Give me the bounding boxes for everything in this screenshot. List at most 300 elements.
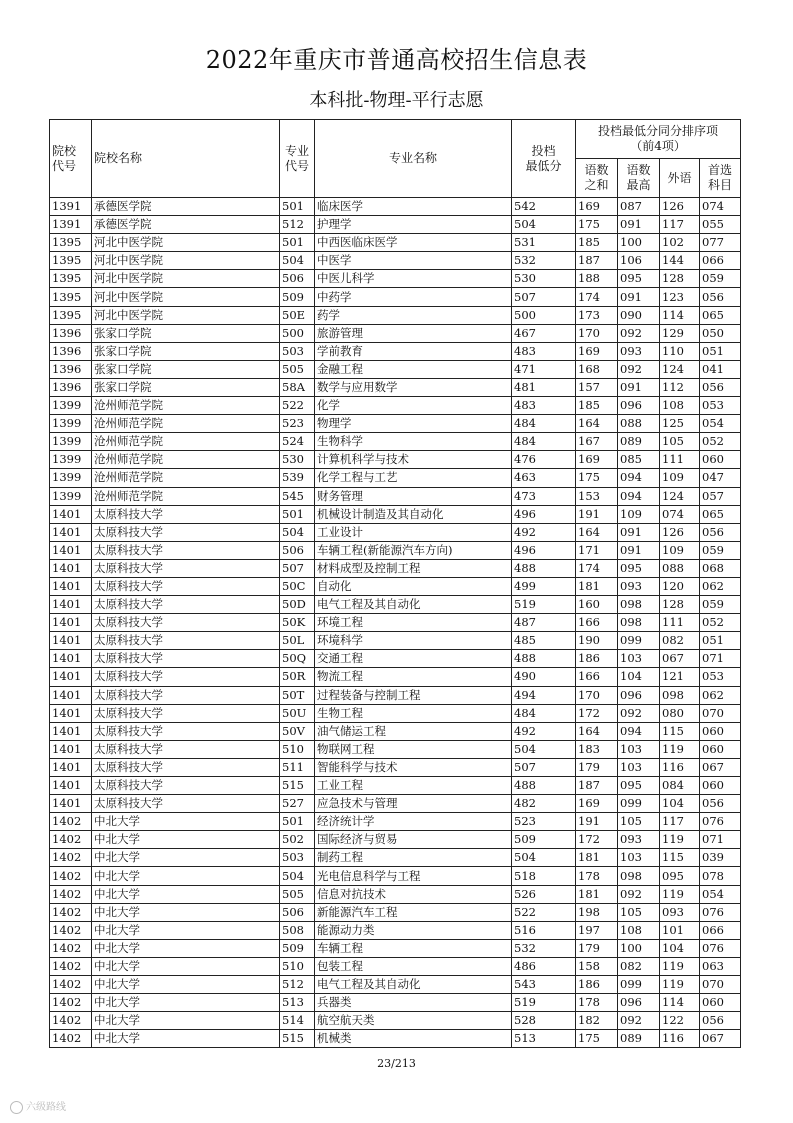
cell-major-code: 506 xyxy=(280,903,315,921)
table-row xyxy=(50,1012,741,1030)
header-school-code: 院校 代号 xyxy=(50,120,92,198)
cell-school-code: 1396 xyxy=(50,324,92,342)
table-row xyxy=(50,342,741,360)
cell-tie-first-subject: 056 xyxy=(700,523,741,541)
cell-school-code: 1402 xyxy=(50,1030,92,1048)
cell-tie-chinese-math-max: 091 xyxy=(618,288,660,306)
cell-tie-chinese-math-sum: 169 xyxy=(576,795,618,813)
cell-school-name: 中北大学 xyxy=(92,921,280,939)
table-row xyxy=(50,939,741,957)
cell-min-score: 486 xyxy=(512,957,576,975)
cell-school-name: 中北大学 xyxy=(92,831,280,849)
cell-major-code: 508 xyxy=(280,921,315,939)
cell-min-score: 488 xyxy=(512,650,576,668)
cell-major-code: 501 xyxy=(280,505,315,523)
cell-tie-foreign-language: 084 xyxy=(660,777,700,795)
table-row xyxy=(50,306,741,324)
cell-school-name: 中北大学 xyxy=(92,867,280,885)
table-row xyxy=(50,487,741,505)
table-row xyxy=(50,469,741,487)
cell-tie-first-subject: 066 xyxy=(700,921,741,939)
cell-tie-foreign-language: 144 xyxy=(660,252,700,270)
cell-tie-chinese-math-sum: 188 xyxy=(576,270,618,288)
cell-tie-chinese-math-sum: 170 xyxy=(576,324,618,342)
cell-major-code: 506 xyxy=(280,541,315,559)
cell-major-name: 数学与应用数学 xyxy=(315,378,512,396)
cell-min-score: 518 xyxy=(512,867,576,885)
cell-tie-chinese-math-max: 098 xyxy=(618,596,660,614)
cell-tie-chinese-math-max: 093 xyxy=(618,577,660,595)
cell-school-name: 太原科技大学 xyxy=(92,668,280,686)
cell-school-code: 1401 xyxy=(50,740,92,758)
cell-tie-chinese-math-max: 091 xyxy=(618,378,660,396)
cell-tie-chinese-math-sum: 197 xyxy=(576,921,618,939)
table-row xyxy=(50,397,741,415)
cell-tie-foreign-language: 124 xyxy=(660,360,700,378)
cell-tie-chinese-math-max: 099 xyxy=(618,795,660,813)
cell-min-score: 490 xyxy=(512,668,576,686)
cell-tie-chinese-math-sum: 153 xyxy=(576,487,618,505)
cell-major-code: 522 xyxy=(280,397,315,415)
cell-major-code: 50U xyxy=(280,704,315,722)
cell-major-code: 523 xyxy=(280,415,315,433)
cell-school-name: 太原科技大学 xyxy=(92,722,280,740)
cell-school-code: 1399 xyxy=(50,487,92,505)
cell-tie-foreign-language: 111 xyxy=(660,614,700,632)
cell-major-code: 501 xyxy=(280,198,315,216)
cell-tie-chinese-math-sum: 179 xyxy=(576,758,618,776)
cell-major-code: 50D xyxy=(280,596,315,614)
cell-school-code: 1401 xyxy=(50,523,92,541)
cell-school-code: 1401 xyxy=(50,777,92,795)
cell-min-score: 481 xyxy=(512,378,576,396)
page-number: 23/213 xyxy=(377,1057,416,1070)
cell-major-code: 527 xyxy=(280,795,315,813)
cell-tie-chinese-math-max: 104 xyxy=(618,668,660,686)
cell-school-code: 1401 xyxy=(50,758,92,776)
cell-min-score: 499 xyxy=(512,577,576,595)
cell-tie-chinese-math-max: 098 xyxy=(618,867,660,885)
cell-major-name: 临床医学 xyxy=(315,198,512,216)
cell-tie-chinese-math-max: 099 xyxy=(618,976,660,994)
cell-tie-chinese-math-sum: 169 xyxy=(576,198,618,216)
cell-major-name: 国际经济与贸易 xyxy=(315,831,512,849)
cell-major-name: 车辆工程(新能源汽车方向) xyxy=(315,541,512,559)
cell-min-score: 532 xyxy=(512,252,576,270)
cell-major-name: 兵器类 xyxy=(315,994,512,1012)
cell-major-name: 工业工程 xyxy=(315,777,512,795)
cell-school-code: 1396 xyxy=(50,360,92,378)
cell-tie-chinese-math-sum: 173 xyxy=(576,306,618,324)
table-row xyxy=(50,288,741,306)
cell-major-name: 交通工程 xyxy=(315,650,512,668)
cell-tie-foreign-language: 114 xyxy=(660,994,700,1012)
cell-tie-chinese-math-sum: 198 xyxy=(576,903,618,921)
table-row xyxy=(50,867,741,885)
cell-tie-chinese-math-sum: 175 xyxy=(576,469,618,487)
cell-major-code: 504 xyxy=(280,867,315,885)
cell-school-name: 中北大学 xyxy=(92,939,280,957)
table-row xyxy=(50,523,741,541)
table-row xyxy=(50,795,741,813)
cell-tie-first-subject: 051 xyxy=(700,342,741,360)
cell-tie-chinese-math-sum: 181 xyxy=(576,885,618,903)
cell-min-score: 496 xyxy=(512,541,576,559)
cell-tie-first-subject: 059 xyxy=(700,270,741,288)
cell-tie-chinese-math-sum: 157 xyxy=(576,378,618,396)
table-row xyxy=(50,541,741,559)
cell-min-score: 482 xyxy=(512,795,576,813)
cell-tie-foreign-language: 117 xyxy=(660,216,700,234)
cell-tie-chinese-math-max: 096 xyxy=(618,686,660,704)
cell-major-name: 金融工程 xyxy=(315,360,512,378)
cell-tie-chinese-math-max: 105 xyxy=(618,813,660,831)
cell-major-name: 制药工程 xyxy=(315,849,512,867)
cell-major-name: 电气工程及其自动化 xyxy=(315,976,512,994)
cell-school-code: 1401 xyxy=(50,722,92,740)
table-row xyxy=(50,903,741,921)
cell-school-code: 1401 xyxy=(50,596,92,614)
cell-school-code: 1401 xyxy=(50,559,92,577)
cell-tie-first-subject: 059 xyxy=(700,541,741,559)
cell-tie-chinese-math-sum: 160 xyxy=(576,596,618,614)
cell-major-code: 50L xyxy=(280,632,315,650)
cell-tie-chinese-math-max: 096 xyxy=(618,994,660,1012)
cell-tie-chinese-math-max: 099 xyxy=(618,632,660,650)
cell-tie-first-subject: 056 xyxy=(700,1012,741,1030)
cell-major-code: 503 xyxy=(280,849,315,867)
cell-major-code: 510 xyxy=(280,957,315,975)
cell-tie-first-subject: 060 xyxy=(700,722,741,740)
cell-tie-foreign-language: 129 xyxy=(660,324,700,342)
cell-major-name: 工业设计 xyxy=(315,523,512,541)
cell-school-code: 1402 xyxy=(50,939,92,957)
cell-school-code: 1399 xyxy=(50,469,92,487)
cell-tie-chinese-math-max: 091 xyxy=(618,216,660,234)
cell-tie-chinese-math-sum: 164 xyxy=(576,415,618,433)
cell-major-name: 经济统计学 xyxy=(315,813,512,831)
cell-tie-chinese-math-max: 094 xyxy=(618,469,660,487)
cell-tie-first-subject: 074 xyxy=(700,198,741,216)
cell-school-name: 太原科技大学 xyxy=(92,704,280,722)
watermark-icon xyxy=(10,1101,23,1114)
cell-tie-first-subject: 071 xyxy=(700,831,741,849)
cell-school-code: 1401 xyxy=(50,650,92,668)
cell-tie-first-subject: 056 xyxy=(700,288,741,306)
cell-tie-chinese-math-max: 092 xyxy=(618,324,660,342)
cell-tie-foreign-language: 095 xyxy=(660,867,700,885)
cell-school-name: 沧州师范学院 xyxy=(92,415,280,433)
header-tie-col: 首选 科目 xyxy=(700,159,741,198)
table-row xyxy=(50,216,741,234)
cell-school-name: 张家口学院 xyxy=(92,342,280,360)
cell-major-name: 旅游管理 xyxy=(315,324,512,342)
cell-min-score: 532 xyxy=(512,939,576,957)
header-major-name: 专业名称 xyxy=(315,120,512,198)
cell-school-name: 承德医学院 xyxy=(92,216,280,234)
cell-tie-foreign-language: 098 xyxy=(660,686,700,704)
header-major-code: 专业 代号 xyxy=(280,120,315,198)
page-title: 2022年重庆市普通高校招生信息表 xyxy=(205,46,588,74)
cell-school-name: 河北中医学院 xyxy=(92,288,280,306)
cell-tie-chinese-math-max: 094 xyxy=(618,722,660,740)
cell-school-name: 太原科技大学 xyxy=(92,686,280,704)
cell-school-name: 沧州师范学院 xyxy=(92,469,280,487)
cell-tie-chinese-math-max: 091 xyxy=(618,523,660,541)
cell-min-score: 476 xyxy=(512,451,576,469)
cell-tie-chinese-math-max: 090 xyxy=(618,306,660,324)
cell-tie-foreign-language: 124 xyxy=(660,487,700,505)
cell-school-name: 太原科技大学 xyxy=(92,541,280,559)
cell-min-score: 483 xyxy=(512,342,576,360)
table-row xyxy=(50,758,741,776)
table-row xyxy=(50,596,741,614)
cell-major-code: 501 xyxy=(280,234,315,252)
cell-tie-first-subject: 039 xyxy=(700,849,741,867)
cell-min-score: 522 xyxy=(512,903,576,921)
cell-tie-foreign-language: 088 xyxy=(660,559,700,577)
table-row xyxy=(50,505,741,523)
cell-min-score: 504 xyxy=(512,216,576,234)
cell-tie-first-subject: 076 xyxy=(700,939,741,957)
cell-tie-chinese-math-sum: 167 xyxy=(576,433,618,451)
cell-school-name: 太原科技大学 xyxy=(92,632,280,650)
table-row xyxy=(50,704,741,722)
cell-tie-foreign-language: 119 xyxy=(660,885,700,903)
cell-min-score: 528 xyxy=(512,1012,576,1030)
cell-tie-chinese-math-sum: 178 xyxy=(576,994,618,1012)
cell-min-score: 492 xyxy=(512,523,576,541)
cell-min-score: 483 xyxy=(512,397,576,415)
cell-tie-chinese-math-max: 100 xyxy=(618,234,660,252)
cell-tie-chinese-math-max: 105 xyxy=(618,903,660,921)
cell-min-score: 484 xyxy=(512,415,576,433)
cell-tie-chinese-math-max: 095 xyxy=(618,559,660,577)
cell-tie-foreign-language: 123 xyxy=(660,288,700,306)
table-row xyxy=(50,976,741,994)
cell-tie-first-subject: 065 xyxy=(700,306,741,324)
cell-major-name: 智能科学与技术 xyxy=(315,758,512,776)
cell-school-code: 1402 xyxy=(50,903,92,921)
table-row xyxy=(50,270,741,288)
cell-school-name: 中北大学 xyxy=(92,1030,280,1048)
cell-tie-chinese-math-sum: 169 xyxy=(576,342,618,360)
cell-major-name: 能源动力类 xyxy=(315,921,512,939)
cell-tie-foreign-language: 119 xyxy=(660,831,700,849)
cell-tie-first-subject: 059 xyxy=(700,596,741,614)
cell-min-score: 542 xyxy=(512,198,576,216)
cell-min-score: 487 xyxy=(512,614,576,632)
cell-tie-foreign-language: 104 xyxy=(660,795,700,813)
header-min-score: 投档 最低分 xyxy=(512,120,576,198)
cell-tie-chinese-math-sum: 191 xyxy=(576,505,618,523)
cell-tie-chinese-math-max: 103 xyxy=(618,740,660,758)
cell-tie-foreign-language: 067 xyxy=(660,650,700,668)
admission-table xyxy=(49,119,741,1048)
cell-school-code: 1396 xyxy=(50,342,92,360)
cell-major-name: 化学工程与工艺 xyxy=(315,469,512,487)
cell-min-score: 488 xyxy=(512,777,576,795)
cell-major-name: 物流工程 xyxy=(315,668,512,686)
table-row xyxy=(50,994,741,1012)
cell-major-code: 530 xyxy=(280,451,315,469)
cell-school-name: 河北中医学院 xyxy=(92,252,280,270)
cell-tie-first-subject: 052 xyxy=(700,433,741,451)
table-row xyxy=(50,252,741,270)
cell-school-code: 1395 xyxy=(50,270,92,288)
cell-tie-first-subject: 070 xyxy=(700,976,741,994)
header-tie-col: 外语 xyxy=(660,159,700,198)
cell-tie-chinese-math-max: 103 xyxy=(618,849,660,867)
cell-tie-first-subject: 056 xyxy=(700,795,741,813)
cell-min-score: 531 xyxy=(512,234,576,252)
cell-tie-foreign-language: 119 xyxy=(660,976,700,994)
cell-tie-chinese-math-sum: 158 xyxy=(576,957,618,975)
cell-school-name: 中北大学 xyxy=(92,813,280,831)
cell-min-score: 519 xyxy=(512,596,576,614)
cell-tie-chinese-math-sum: 181 xyxy=(576,849,618,867)
cell-school-code: 1402 xyxy=(50,885,92,903)
cell-tie-foreign-language: 102 xyxy=(660,234,700,252)
cell-min-score: 496 xyxy=(512,505,576,523)
cell-tie-chinese-math-max: 103 xyxy=(618,650,660,668)
table-row xyxy=(50,433,741,451)
cell-major-name: 中药学 xyxy=(315,288,512,306)
cell-tie-chinese-math-sum: 183 xyxy=(576,740,618,758)
cell-major-code: 505 xyxy=(280,885,315,903)
cell-tie-foreign-language: 082 xyxy=(660,632,700,650)
cell-min-score: 519 xyxy=(512,994,576,1012)
cell-tie-chinese-math-sum: 178 xyxy=(576,867,618,885)
cell-major-code: 510 xyxy=(280,740,315,758)
header-tie-col: 语数 之和 xyxy=(576,159,618,198)
table-row xyxy=(50,451,741,469)
cell-tie-foreign-language: 109 xyxy=(660,469,700,487)
cell-tie-foreign-language: 125 xyxy=(660,415,700,433)
cell-school-code: 1401 xyxy=(50,505,92,523)
cell-min-score: 484 xyxy=(512,433,576,451)
cell-tie-chinese-math-sum: 181 xyxy=(576,577,618,595)
cell-school-name: 太原科技大学 xyxy=(92,614,280,632)
cell-tie-first-subject: 062 xyxy=(700,577,741,595)
cell-tie-chinese-math-max: 100 xyxy=(618,939,660,957)
cell-tie-chinese-math-sum: 190 xyxy=(576,632,618,650)
cell-tie-foreign-language: 101 xyxy=(660,921,700,939)
cell-tie-first-subject: 078 xyxy=(700,867,741,885)
cell-school-name: 太原科技大学 xyxy=(92,559,280,577)
cell-major-code: 539 xyxy=(280,469,315,487)
cell-tie-first-subject: 060 xyxy=(700,994,741,1012)
cell-min-score: 504 xyxy=(512,849,576,867)
cell-tie-chinese-math-max: 091 xyxy=(618,541,660,559)
cell-min-score: 504 xyxy=(512,740,576,758)
cell-major-code: 503 xyxy=(280,342,315,360)
cell-major-name: 机械类 xyxy=(315,1030,512,1048)
cell-major-code: 502 xyxy=(280,831,315,849)
cell-tie-first-subject: 077 xyxy=(700,234,741,252)
cell-min-score: 507 xyxy=(512,758,576,776)
table-row xyxy=(50,1030,741,1048)
cell-min-score: 471 xyxy=(512,360,576,378)
cell-major-name: 学前教育 xyxy=(315,342,512,360)
cell-tie-chinese-math-max: 095 xyxy=(618,270,660,288)
cell-tie-foreign-language: 105 xyxy=(660,433,700,451)
cell-tie-foreign-language: 117 xyxy=(660,813,700,831)
cell-school-name: 中北大学 xyxy=(92,903,280,921)
cell-tie-chinese-math-max: 092 xyxy=(618,1012,660,1030)
cell-school-name: 太原科技大学 xyxy=(92,505,280,523)
cell-min-score: 473 xyxy=(512,487,576,505)
cell-tie-chinese-math-sum: 168 xyxy=(576,360,618,378)
cell-school-code: 1402 xyxy=(50,921,92,939)
cell-school-code: 1402 xyxy=(50,813,92,831)
cell-major-name: 油气储运工程 xyxy=(315,722,512,740)
cell-major-code: 504 xyxy=(280,252,315,270)
cell-min-score: 523 xyxy=(512,813,576,831)
cell-tie-chinese-math-max: 092 xyxy=(618,704,660,722)
cell-major-code: 507 xyxy=(280,559,315,577)
cell-tie-chinese-math-max: 093 xyxy=(618,831,660,849)
cell-tie-foreign-language: 080 xyxy=(660,704,700,722)
cell-min-score: 526 xyxy=(512,885,576,903)
cell-major-name: 新能源汽车工程 xyxy=(315,903,512,921)
cell-tie-first-subject: 076 xyxy=(700,813,741,831)
cell-school-code: 1401 xyxy=(50,541,92,559)
cell-tie-first-subject: 065 xyxy=(700,505,741,523)
cell-tie-chinese-math-sum: 174 xyxy=(576,559,618,577)
cell-tie-first-subject: 076 xyxy=(700,903,741,921)
cell-major-name: 物理学 xyxy=(315,415,512,433)
cell-major-name: 过程装备与控制工程 xyxy=(315,686,512,704)
cell-school-code: 1391 xyxy=(50,216,92,234)
cell-major-name: 包装工程 xyxy=(315,957,512,975)
watermark: 六级路线 xyxy=(10,1098,66,1114)
table-body xyxy=(50,198,741,1048)
cell-school-name: 太原科技大学 xyxy=(92,596,280,614)
cell-school-code: 1399 xyxy=(50,433,92,451)
cell-tie-chinese-math-sum: 175 xyxy=(576,1030,618,1048)
cell-tie-chinese-math-sum: 171 xyxy=(576,541,618,559)
cell-min-score: 509 xyxy=(512,831,576,849)
table-row xyxy=(50,957,741,975)
table-row xyxy=(50,415,741,433)
cell-school-name: 中北大学 xyxy=(92,957,280,975)
cell-min-score: 516 xyxy=(512,921,576,939)
table-row xyxy=(50,577,741,595)
cell-tie-chinese-math-sum: 185 xyxy=(576,397,618,415)
cell-major-code: 501 xyxy=(280,813,315,831)
cell-school-code: 1399 xyxy=(50,415,92,433)
cell-tie-foreign-language: 074 xyxy=(660,505,700,523)
table-row xyxy=(50,360,741,378)
table-row xyxy=(50,885,741,903)
cell-tie-foreign-language: 120 xyxy=(660,577,700,595)
cell-tie-chinese-math-max: 094 xyxy=(618,487,660,505)
cell-tie-chinese-math-max: 082 xyxy=(618,957,660,975)
cell-tie-chinese-math-max: 103 xyxy=(618,758,660,776)
cell-major-code: 524 xyxy=(280,433,315,451)
cell-school-name: 张家口学院 xyxy=(92,378,280,396)
table-row xyxy=(50,198,741,216)
cell-major-code: 515 xyxy=(280,777,315,795)
cell-tie-first-subject: 068 xyxy=(700,559,741,577)
cell-tie-first-subject: 053 xyxy=(700,397,741,415)
cell-major-code: 50Q xyxy=(280,650,315,668)
cell-major-name: 物联网工程 xyxy=(315,740,512,758)
cell-tie-chinese-math-sum: 174 xyxy=(576,288,618,306)
cell-school-code: 1402 xyxy=(50,994,92,1012)
header-tie-group: 投档最低分同分排序项 （前4项） xyxy=(576,120,741,159)
